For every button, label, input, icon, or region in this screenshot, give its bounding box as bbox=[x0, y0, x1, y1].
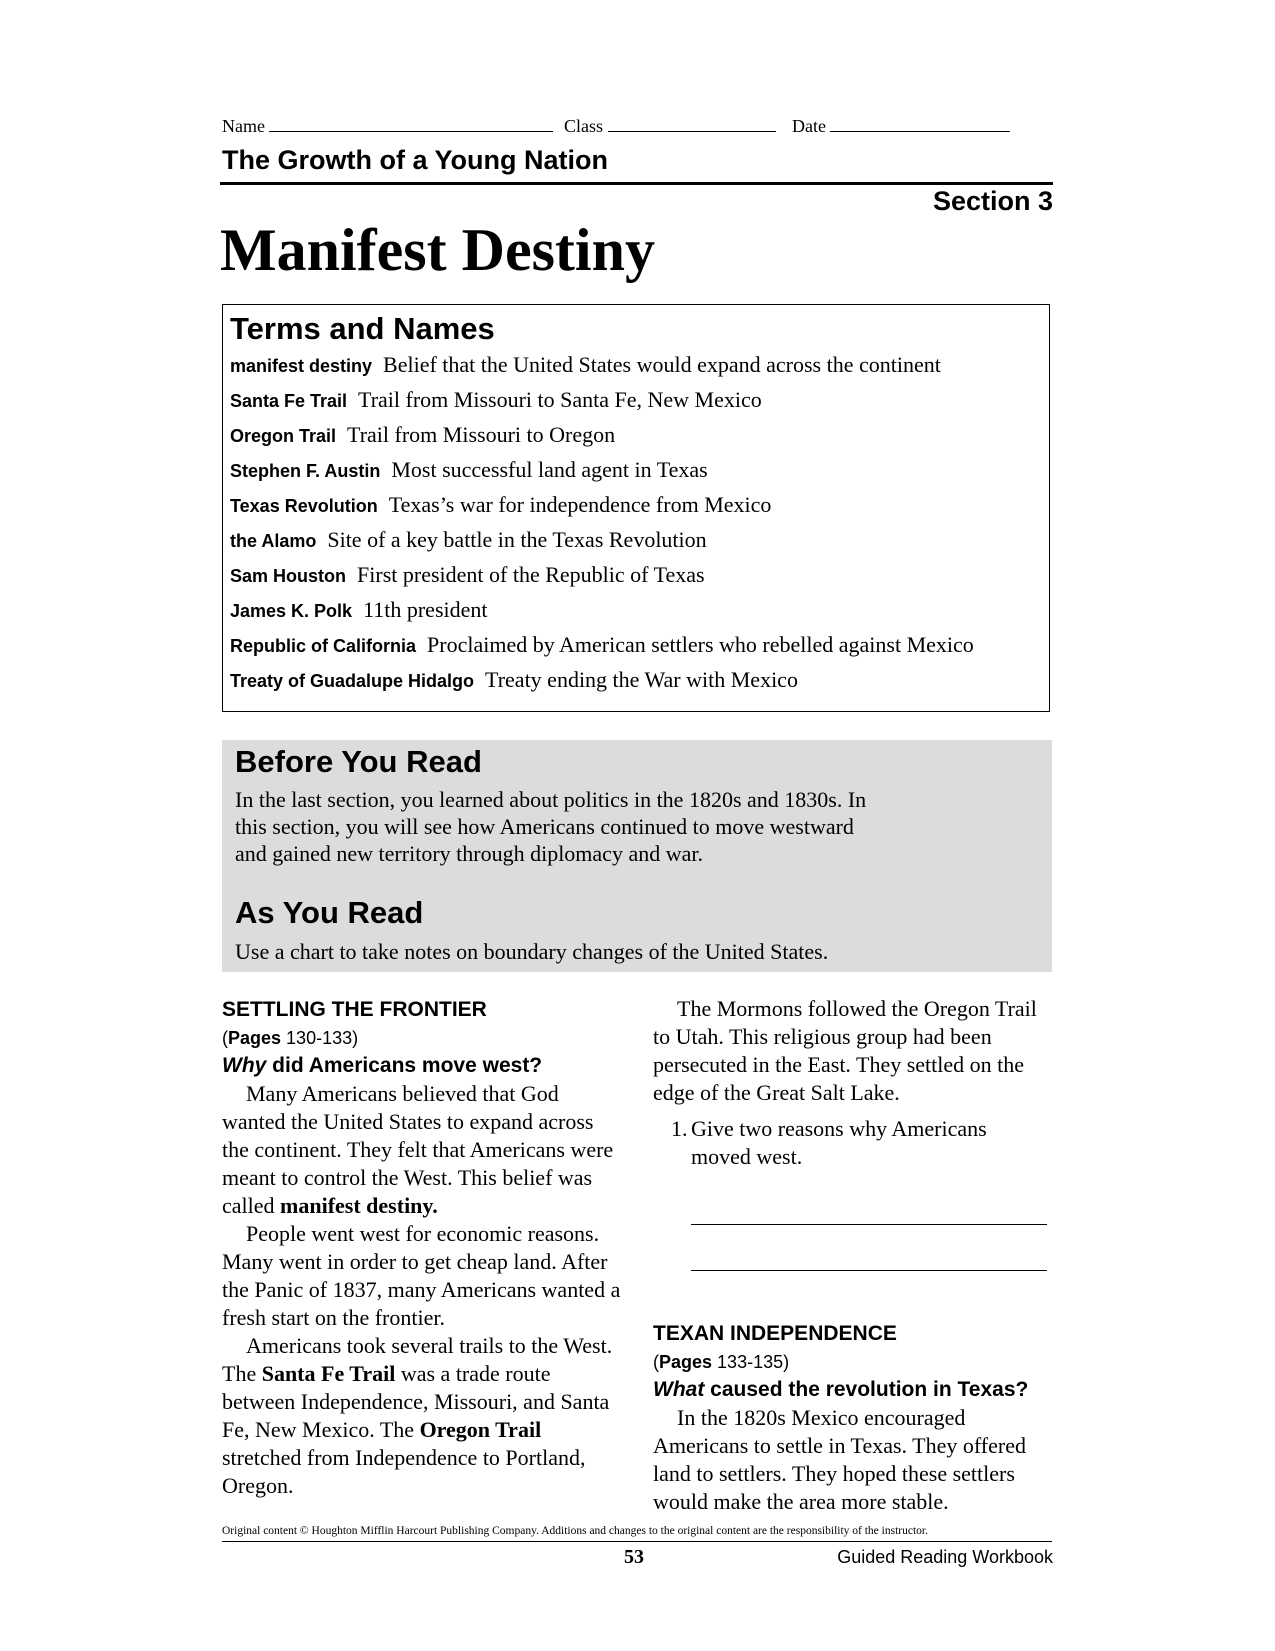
date-field[interactable] bbox=[830, 119, 1010, 132]
term-name: James K. Polk bbox=[230, 601, 353, 621]
settling-paragraph-1 bbox=[222, 1080, 622, 1220]
pages-label: Pages bbox=[228, 1028, 282, 1048]
before-you-read-line: and gained new territory through diplomacy and war. bbox=[235, 841, 703, 866]
settling-paragraph-2: People went west for economic reasons. Many went in order to get cheap land. After the Panic of 1837, many Americans wanted a fresh start on the frontier. bbox=[222, 1221, 621, 1330]
as-you-read-heading: As You Read bbox=[235, 895, 424, 930]
copyright-notice: Original content © Houghton Mifflin Harcourt Publishing Company. Additions and changes to the original content are the responsibility of the instructor. bbox=[222, 1525, 928, 1537]
term-definition: Site of a key battle in the Texas Revolution bbox=[327, 527, 707, 552]
class-label: Class bbox=[563, 116, 603, 136]
page-number: 53 bbox=[624, 1546, 644, 1568]
section-label: Section 3 bbox=[932, 186, 1053, 216]
term-name: the Alamo bbox=[230, 531, 317, 551]
pages-range: 133-135) bbox=[712, 1352, 790, 1372]
question-text: Give two reasons why Americans moved west. bbox=[691, 1116, 987, 1169]
question-text: did Americans move west? bbox=[266, 1054, 543, 1077]
date-label: Date bbox=[792, 116, 826, 136]
before-you-read-line: In the last section, you learned about politics in the 1820s and 1830s. In bbox=[235, 787, 867, 812]
settling-pages bbox=[222, 1024, 622, 1052]
pages-label: Pages bbox=[659, 1352, 713, 1372]
term-row bbox=[230, 597, 488, 623]
answer-line[interactable] bbox=[691, 1269, 1047, 1271]
question-1 bbox=[653, 1115, 1053, 1171]
paragraph-text: Many Americans believed that God wanted the United States to expand across the continent. They felt that Americans were meant to control the West. This belief was called bbox=[222, 1081, 614, 1218]
term-name: Sam Houston bbox=[230, 566, 347, 586]
pages-range: 130-133) bbox=[281, 1028, 359, 1048]
term-definition: 11th president bbox=[363, 597, 488, 622]
footer-divider bbox=[222, 1541, 1052, 1542]
texan-heading: TEXAN INDEPENDENCE bbox=[653, 1322, 897, 1345]
student-info-line bbox=[222, 116, 1052, 137]
term-name: Republic of California bbox=[230, 636, 417, 656]
term-row bbox=[230, 667, 798, 693]
header-divider bbox=[220, 182, 1053, 185]
term-name: manifest destiny bbox=[230, 356, 373, 376]
term-row bbox=[230, 422, 615, 448]
term-row bbox=[230, 457, 708, 483]
paragraph-text: stretched from Independence to Portland, Oregon. bbox=[222, 1445, 586, 1498]
name-label: Name bbox=[222, 116, 265, 136]
before-you-read-heading: Before You Read bbox=[235, 744, 482, 779]
term-row bbox=[230, 387, 762, 413]
right-column bbox=[653, 995, 1053, 1516]
key-term: manifest destiny. bbox=[280, 1193, 438, 1218]
question-text: caused the revolution in Texas? bbox=[704, 1378, 1029, 1401]
term-row bbox=[230, 352, 941, 378]
paragraph-text: Americans took several trails to the West. The bbox=[222, 1333, 613, 1386]
reading-guide-box bbox=[222, 740, 1052, 972]
key-term: Oregon Trail bbox=[419, 1417, 542, 1442]
workbook-label: Guided Reading Workbook bbox=[837, 1547, 1053, 1567]
unit-title: The Growth of a Young Nation bbox=[222, 145, 608, 175]
term-definition: Trail from Missouri to Santa Fe, New Mexico bbox=[358, 387, 762, 412]
terms-and-names-box bbox=[222, 304, 1050, 712]
paragraph-text: was a trade route between Independence, Missouri, and Santa Fe, New Mexico. The bbox=[222, 1361, 610, 1442]
term-definition: Trail from Missouri to Oregon bbox=[347, 422, 616, 447]
settling-paragraph-3 bbox=[222, 1332, 622, 1500]
term-definition: Proclaimed by American settlers who rebelled against Mexico bbox=[427, 632, 974, 657]
term-name: Texas Revolution bbox=[230, 496, 378, 516]
page-title: Manifest Destiny bbox=[220, 217, 655, 283]
question-number: 1. bbox=[671, 1116, 688, 1141]
term-name: Treaty of Guadalupe Hidalgo bbox=[230, 671, 475, 691]
term-name: Oregon Trail bbox=[230, 426, 337, 446]
term-name: Santa Fe Trail bbox=[230, 391, 348, 411]
texan-pages bbox=[653, 1348, 1053, 1376]
settling-heading: SETTLING THE FRONTIER bbox=[222, 998, 487, 1021]
texan-question bbox=[653, 1376, 1053, 1404]
term-row bbox=[230, 527, 707, 553]
term-definition: Treaty ending the War with Mexico bbox=[485, 667, 798, 692]
question-emphasis: Why bbox=[222, 1054, 267, 1077]
question-emphasis: What bbox=[653, 1378, 705, 1401]
terms-heading: Terms and Names bbox=[230, 311, 495, 346]
settling-question bbox=[222, 1052, 622, 1080]
answer-line[interactable] bbox=[691, 1223, 1047, 1225]
texan-paragraph-1: In the 1820s Mexico encouraged Americans to settle in Texas. They offered land to settlers. They hoped these settlers would make the area more stable. bbox=[653, 1405, 1026, 1514]
term-row bbox=[230, 492, 771, 518]
term-row bbox=[230, 632, 974, 658]
term-definition: Most successful land agent in Texas bbox=[391, 457, 708, 482]
term-definition: Belief that the United States would expand across the continent bbox=[383, 352, 941, 377]
class-field[interactable] bbox=[608, 119, 776, 132]
term-name: Stephen F. Austin bbox=[230, 461, 381, 481]
key-term: Santa Fe Trail bbox=[261, 1361, 396, 1386]
as-you-read-text: Use a chart to take notes on boundary changes of the United States. bbox=[235, 939, 829, 964]
name-field[interactable] bbox=[269, 119, 553, 132]
mormons-paragraph: The Mormons followed the Oregon Trail to Utah. This religious group had been persecuted in the East. They settled on the edge of the Great Salt Lake. bbox=[653, 996, 1037, 1105]
term-definition: Texas’s war for independence from Mexico bbox=[388, 492, 772, 517]
before-you-read-line: this section, you will see how Americans continued to move westward bbox=[235, 814, 854, 839]
left-column bbox=[222, 995, 622, 1500]
pages-paren: ( bbox=[222, 1028, 228, 1048]
term-row bbox=[230, 562, 705, 588]
pages-paren: ( bbox=[653, 1352, 659, 1372]
term-definition: First president of the Republic of Texas bbox=[357, 562, 705, 587]
